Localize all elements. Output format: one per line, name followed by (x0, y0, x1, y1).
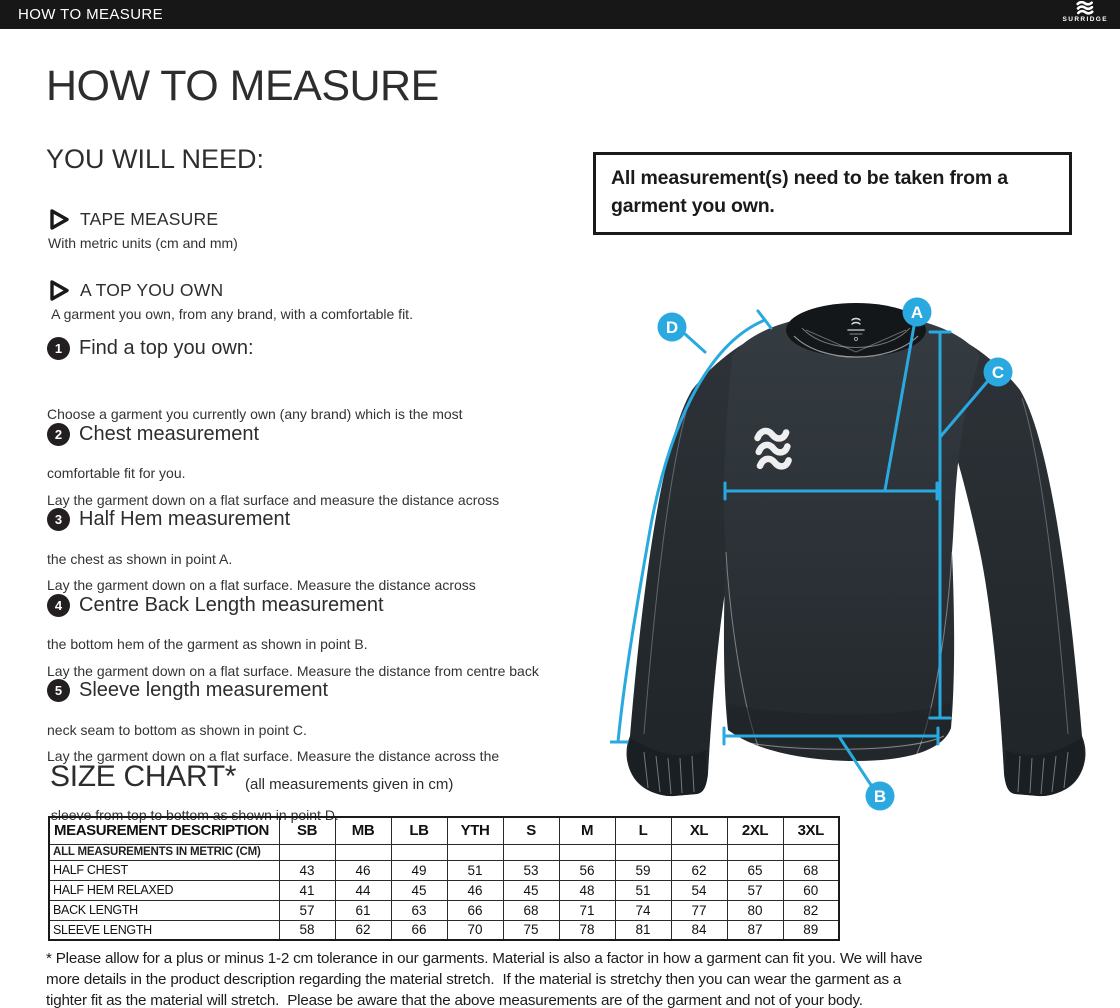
cell-value: 66 (447, 900, 503, 920)
footnote-line: * Please allow for a plus or minus 1-2 cm tolerance in our garments. Material is also a factor in how a garment can fit you. We will have (46, 950, 923, 967)
cell-value: 57 (727, 880, 783, 900)
column-header: YTH (447, 817, 503, 844)
page-title: HOW TO MEASURE (46, 62, 439, 110)
marker-b-label: B (873, 787, 887, 806)
cell-value: 70 (447, 920, 503, 940)
step-number-badge: 4 (47, 594, 70, 617)
column-header: MEASUREMENT DESCRIPTION (49, 817, 279, 844)
chest-logo-s-mark (757, 429, 789, 468)
step-number-badge: 3 (47, 508, 70, 531)
column-header: 3XL (783, 817, 839, 844)
need-item-top-you-own (48, 279, 568, 322)
column-header: M (559, 817, 615, 844)
cell-value: 82 (783, 900, 839, 920)
cell-value: 45 (391, 880, 447, 900)
marker-c-label: C (991, 363, 1005, 382)
step-desc-line: Lay the garment down on a flat surface. Measure the distance across (47, 577, 476, 593)
cell-value: 75 (503, 920, 559, 940)
row-label: HALF CHEST (49, 860, 279, 880)
step-desc-line: Lay the garment down on a flat surface. Measure the distance from centre back (47, 663, 539, 679)
cell-value: 68 (783, 860, 839, 880)
footnote-line: tighter fit as the material will stretch. Please be aware that the above measurements are of the garment and not of your body. (46, 992, 863, 1008)
cell-value: 68 (503, 900, 559, 920)
cell-value: 51 (615, 880, 671, 900)
cell-value: 71 (559, 900, 615, 920)
size-chart-table (48, 816, 840, 941)
cell-value: 89 (783, 920, 839, 940)
size-chart-heading: SIZE CHART* (50, 760, 237, 793)
row-label: BACK LENGTH (49, 900, 279, 920)
top-bar-title: HOW TO MEASURE (18, 6, 164, 23)
sweater-illustration (627, 303, 1086, 796)
cell-value: 77 (671, 900, 727, 920)
column-header: SB (279, 817, 335, 844)
cell-value: 63 (391, 900, 447, 920)
step-desc-line: the bottom hem of the garment as shown in point B. (47, 635, 368, 652)
table-row-back-length (49, 900, 839, 920)
triangle-bullet-icon (48, 279, 71, 302)
table-row-half-chest (49, 860, 839, 880)
surridge-logo (1062, 1, 1108, 23)
need-item-title: A TOP YOU OWN (80, 280, 224, 300)
notice-box (593, 152, 1072, 235)
top-bar (0, 0, 1120, 29)
triangle-bullet-icon (48, 208, 71, 231)
cell-value: 81 (615, 920, 671, 940)
cell-value: 59 (615, 860, 671, 880)
cell-value: 56 (559, 860, 615, 880)
cell-value: 62 (671, 860, 727, 880)
logo-wordmark: SURRIDGE (1062, 16, 1108, 23)
step-number-badge: 5 (47, 679, 70, 702)
step-desc-line: Lay the garment down on a flat surface. Measure the distance across the (47, 748, 500, 764)
table-row-sleeve-length (49, 920, 839, 940)
table-row-half-hem (49, 880, 839, 900)
cell-value: 74 (615, 900, 671, 920)
s-mark-icon (1075, 1, 1095, 15)
row-label: HALF HEM RELAXED (49, 880, 279, 900)
step-desc-line: sleeve from top to bottom as shown in point D. (47, 806, 339, 823)
need-item-tape-measure (48, 208, 568, 251)
cell-value: 46 (447, 880, 503, 900)
garment-measurement-diagram (610, 290, 1120, 815)
notice-text: All measurement(s) need to be taken from a garment you own. (611, 167, 1008, 217)
marker-d-label: D (665, 318, 679, 337)
step-number-badge: 1 (47, 337, 70, 360)
step-title: Half Hem measurement (79, 508, 291, 530)
cell-value: 61 (335, 900, 391, 920)
row-label: ALL MEASUREMENTS IN METRIC (CM) (49, 844, 279, 860)
column-header: MB (335, 817, 391, 844)
step-title: Centre Back Length measurement (79, 594, 384, 616)
column-header: XL (671, 817, 727, 844)
cell-value: 49 (391, 860, 447, 880)
cell-value: 44 (335, 880, 391, 900)
cell-value: 65 (727, 860, 783, 880)
need-item-title: TAPE MEASURE (80, 209, 219, 229)
unit-row (49, 844, 839, 860)
cell-value: 58 (279, 920, 335, 940)
cell-value: 45 (503, 880, 559, 900)
cell-value: 46 (335, 860, 391, 880)
marker-a-label: A (910, 303, 924, 322)
cell-value: 41 (279, 880, 335, 900)
step-title: Sleeve length measurement (79, 679, 329, 701)
need-item-desc: A garment you own, from any brand, with a comfortable fit. (48, 306, 413, 322)
column-header: L (615, 817, 671, 844)
cell-value: 78 (559, 920, 615, 940)
cell-value: 84 (671, 920, 727, 940)
row-label: SLEEVE LENGTH (49, 920, 279, 940)
step-desc-line: the chest as shown in point A. (47, 550, 233, 567)
step-number-badge: 2 (47, 423, 70, 446)
step-title: Find a top you own: (79, 337, 254, 359)
cell-value: 87 (727, 920, 783, 940)
you-will-need-heading: YOU WILL NEED: (46, 144, 265, 174)
footnote-line: more details in the product description regarding the material stretch. If the material is stretchy then you can wear the garment as a (46, 971, 902, 988)
column-header: 2XL (727, 817, 783, 844)
cell-value: 54 (671, 880, 727, 900)
footnote (46, 948, 1112, 1008)
step-desc-line: neck seam to bottom as shown in point C. (47, 721, 307, 738)
cell-value: 57 (279, 900, 335, 920)
cell-value: 60 (783, 880, 839, 900)
cell-value: 62 (335, 920, 391, 940)
cell-value: 51 (447, 860, 503, 880)
step-desc-line: comfortable fit for you. (47, 464, 186, 481)
cell-value: 80 (727, 900, 783, 920)
column-header: S (503, 817, 559, 844)
table-header-row (49, 817, 839, 844)
step-title: Chest measurement (79, 423, 260, 445)
cell-value: 66 (391, 920, 447, 940)
cell-value: 43 (279, 860, 335, 880)
step-desc-line: Lay the garment down on a flat surface and measure the distance across (47, 492, 500, 508)
cell-value: 53 (503, 860, 559, 880)
step-desc-line: Choose a garment you currently own (any brand) which is the most (47, 406, 463, 422)
column-header: LB (391, 817, 447, 844)
cell-value: 48 (559, 880, 615, 900)
size-chart-unit-note: (all measurements given in cm) (245, 776, 454, 793)
need-item-desc: With metric units (cm and mm) (48, 235, 238, 251)
